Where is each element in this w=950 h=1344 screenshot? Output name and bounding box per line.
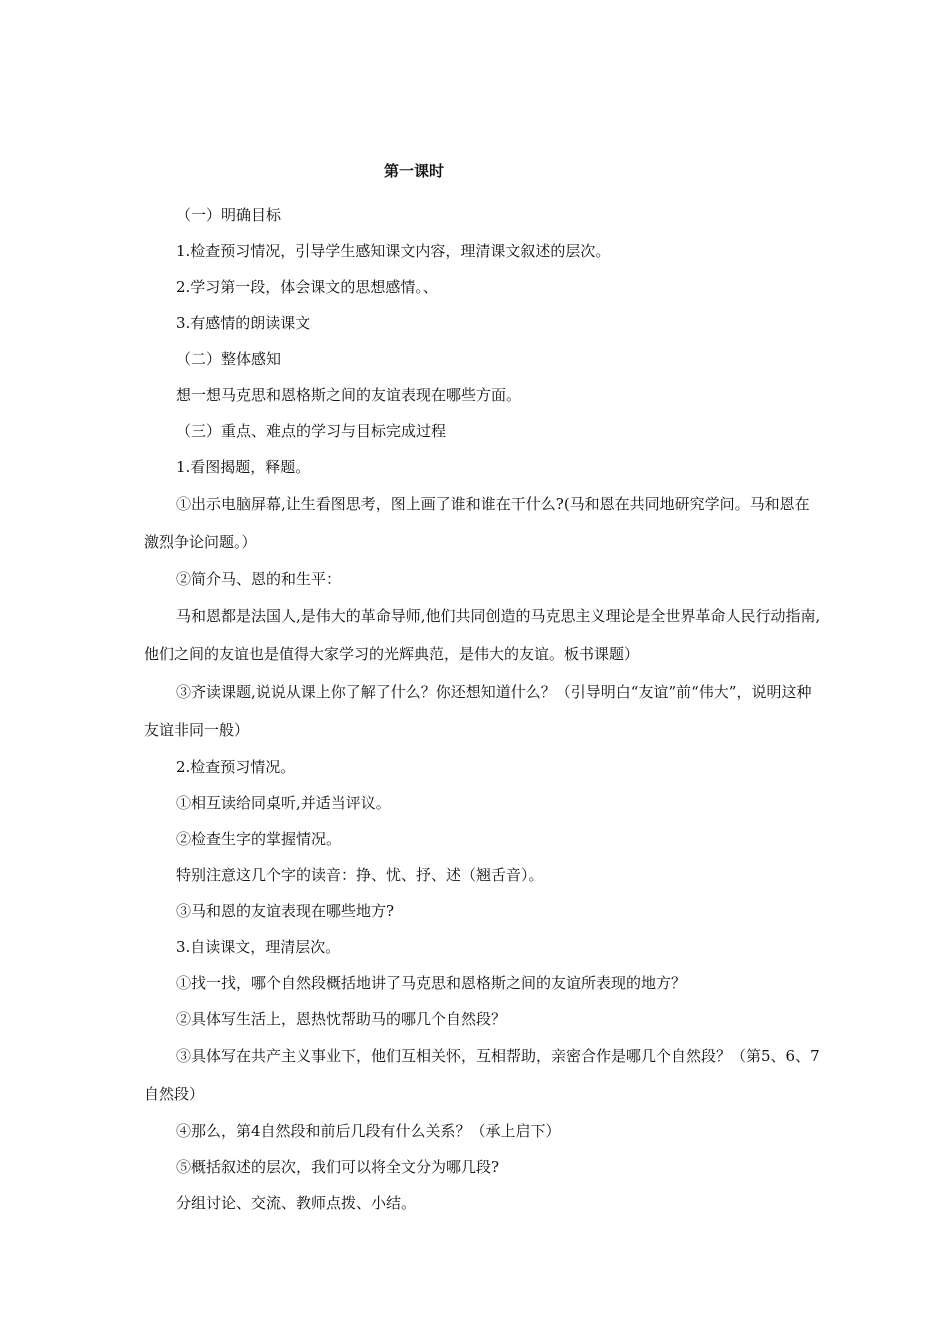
lesson-body	[144, 197, 824, 1221]
section-heading-overview: （二）整体感知	[176, 350, 282, 368]
step-2-item-3: ③马和恩的友谊表现在哪些地方?	[176, 902, 395, 920]
step-2-item-2: ②检查生字的掌握情况。	[176, 830, 342, 848]
step-3-heading: 3.自读课文，理清层次。	[176, 938, 341, 956]
step-3-item-2: ②具体写生活上，恩热忱帮助马的哪几个自然段？	[176, 1010, 507, 1028]
step-1-item-1: ①出示电脑屏幕,让生看图思考，图上画了谁和谁在干什么?(马和恩在共同地研究学问。马和恩在激烈争论问题。）	[144, 495, 810, 551]
goal-item-2: 2.学习第一段，体会课文的思想感情。、	[176, 278, 438, 296]
section-heading-goals: （一）明确目标	[176, 206, 282, 224]
step-1-heading: 1.看图揭题，释题。	[176, 458, 311, 476]
step-3-item-4: ④那么，第4自然段和前后几段有什么关系？（承上启下）	[176, 1122, 561, 1140]
step-3-item-3: ③具体写在共产主义事业下，他们互相关怀，互相帮助，亲密合作是哪几个自然段？（第5、6、7自然段）	[144, 1047, 820, 1103]
step-1-item-3: ③齐读课题,说说从课上你了解了什么？你还想知道什么？（引导明白“友谊”前“伟大”，说明这种友谊非同一般）	[144, 683, 812, 739]
goal-item-1: 1.检查预习情况，引导学生感知课文内容，理清课文叙述的层次。	[176, 242, 611, 260]
step-3-summary: 分组讨论、交流、教师点拨、小结。	[176, 1194, 417, 1212]
step-3-item-1: ①找一找，哪个自然段概括地讲了马克思和恩格斯之间的友谊所表现的地方？	[176, 974, 687, 992]
section-heading-process: （三）重点、难点的学习与目标完成过程	[176, 422, 447, 440]
step-1-intro-text: 马和恩都是法国人,是伟大的革命导师,他们共同创造的马克思主义理论是全世界革命人民行动指南,他们之间的友谊也是值得大家学习的光辉典范，是伟大的友谊。板书课题）	[144, 607, 821, 663]
step-1-item-2: ②简介马、恩的和生平：	[176, 570, 342, 588]
step-2-item-1: ①相互读给同桌听,并适当评议。	[176, 794, 391, 812]
lesson-title: 第一课时	[383, 162, 444, 180]
step-3-item-5: ⑤概括叙述的层次，我们可以将全文分为哪几段?	[176, 1158, 500, 1176]
goal-item-3: 3.有感情的朗读课文	[176, 314, 311, 332]
overview-text: 想一想马克思和恩格斯之间的友谊表现在哪些方面。	[176, 386, 522, 404]
step-2-heading: 2.检查预习情况。	[176, 758, 296, 776]
step-2-note: 特别注意这几个字的读音：挣、忧、抒、述（翘舌音）。	[176, 866, 544, 884]
